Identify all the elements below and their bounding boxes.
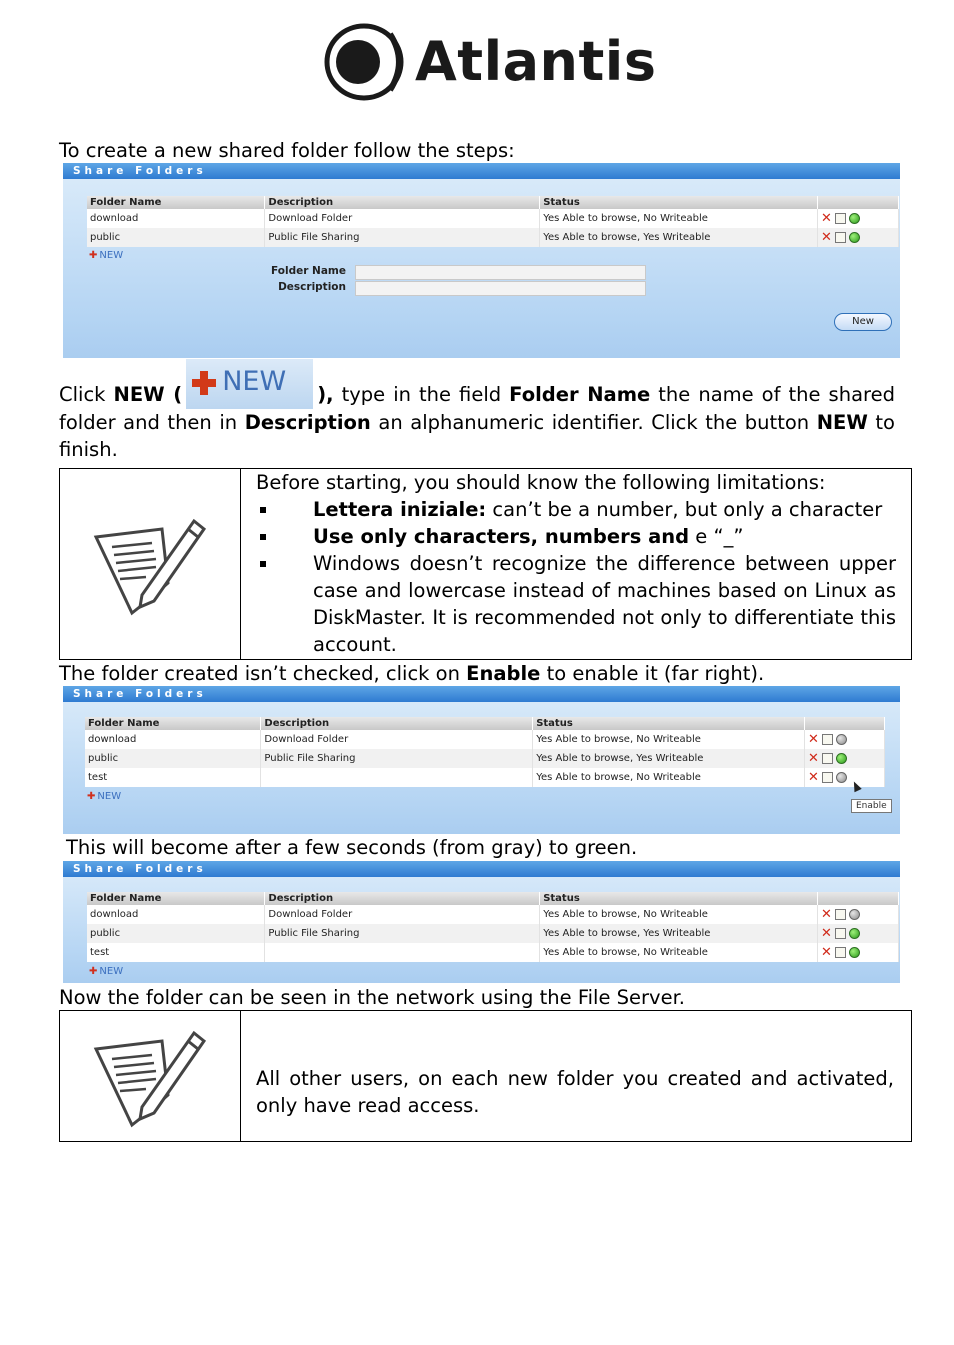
cell-status: Yes Able to browse, No Writeable	[533, 768, 805, 787]
panel-title: Share Folders	[63, 163, 900, 179]
edit-icon[interactable]	[822, 772, 833, 783]
edit-icon[interactable]	[835, 947, 846, 958]
cell-description	[261, 768, 533, 787]
col-actions	[818, 196, 899, 209]
delete-icon[interactable]: ✕	[808, 731, 819, 747]
cell-name: download	[87, 905, 265, 924]
cell-status: Yes Able to browse, Yes Writeable	[533, 749, 805, 768]
row-actions	[818, 228, 899, 247]
cell-name: public	[87, 924, 265, 943]
step3-text: This will become after a few seconds (from gray) to green.	[66, 836, 638, 859]
enabled-status-icon[interactable]	[849, 947, 860, 958]
table-row	[85, 749, 885, 768]
cell-description: Public File Sharing	[265, 228, 540, 247]
enabled-status-icon[interactable]	[849, 213, 860, 224]
limitations-note	[59, 468, 912, 660]
plus-icon: ✚	[89, 250, 98, 261]
col-description: Description	[261, 717, 533, 730]
row-actions	[805, 730, 885, 749]
enable-toggle-icon[interactable]	[836, 734, 847, 745]
share-folders-panel-1	[63, 163, 900, 358]
note-pencil-icon	[90, 509, 210, 621]
cell-description	[265, 943, 540, 962]
table-row	[87, 228, 899, 247]
limitations-lead: Before starting, you should know the following limitations:	[256, 471, 826, 494]
new-folder-link[interactable]: ✚ NEW	[89, 250, 124, 261]
col-folder-name: Folder Name	[87, 196, 265, 209]
plus-icon	[192, 371, 216, 395]
cell-name: public	[87, 228, 265, 247]
read-access-text: All other users, on each new folder you created and activated, only have read access.	[256, 1067, 894, 1117]
table-row	[87, 209, 899, 228]
step1-text: Click NEW ( NEW ), type in the field Folder Name the name of the shared folder and then in Description an alphanumeric identifier. Click the button NEW to finish.	[59, 359, 895, 463]
col-actions	[818, 892, 899, 905]
edit-icon[interactable]	[835, 909, 846, 920]
col-description: Description	[265, 892, 540, 905]
new-folder-link[interactable]: ✚ NEW	[87, 791, 122, 802]
table-row	[87, 924, 899, 943]
delete-icon[interactable]: ✕	[821, 906, 832, 922]
limitation-item: Lettera iniziale: can’t be a number, but only a character	[256, 496, 896, 523]
edit-icon[interactable]	[835, 213, 846, 224]
folder-name-label: Folder Name	[271, 265, 346, 277]
enable-toggle-icon[interactable]	[849, 909, 860, 920]
enable-tooltip: Enable	[851, 799, 892, 813]
new-button[interactable]: New	[834, 313, 892, 331]
atlantis-logo-mark-icon	[322, 22, 412, 102]
col-actions	[805, 717, 885, 730]
step2-text: The folder created isn’t checked, click on Enable to enable it (far right).	[59, 662, 765, 685]
share-folders-panel-2	[63, 686, 900, 834]
limitations-list	[256, 496, 896, 658]
edit-icon[interactable]	[822, 753, 833, 764]
cell-status: Yes Able to browse, Yes Writeable	[540, 228, 818, 247]
row-actions	[818, 209, 899, 228]
cell-status: Yes Able to browse, No Writeable	[540, 905, 818, 924]
enable-toggle-icon[interactable]	[836, 772, 847, 783]
edit-icon[interactable]	[822, 734, 833, 745]
cell-description: Download Folder	[265, 905, 540, 924]
cell-status: Yes Able to browse, No Writeable	[540, 209, 818, 228]
cell-description: Download Folder	[265, 209, 540, 228]
delete-icon[interactable]: ✕	[821, 229, 832, 245]
col-description: Description	[265, 196, 540, 209]
delete-icon[interactable]: ✕	[821, 210, 832, 226]
atlantis-logo	[322, 22, 657, 102]
panel-title: Share Folders	[63, 861, 900, 877]
description-label: Description	[278, 281, 346, 293]
cell-name: download	[85, 730, 261, 749]
share-folders-table	[85, 717, 885, 787]
col-status: Status	[540, 196, 818, 209]
table-row	[87, 943, 899, 962]
edit-icon[interactable]	[835, 928, 846, 939]
table-row	[85, 768, 885, 787]
edit-icon[interactable]	[835, 232, 846, 243]
col-folder-name: Folder Name	[87, 892, 265, 905]
share-folders-table	[87, 892, 899, 962]
enabled-status-icon[interactable]	[849, 928, 860, 939]
note-pencil-icon	[90, 1021, 210, 1133]
cell-description: Public File Sharing	[261, 749, 533, 768]
row-actions	[805, 768, 885, 787]
delete-icon[interactable]: ✕	[808, 769, 819, 785]
cell-status: Yes Able to browse, Yes Writeable	[540, 924, 818, 943]
enabled-status-icon[interactable]	[836, 753, 847, 764]
cell-description: Public File Sharing	[265, 924, 540, 943]
share-folders-panel-3	[63, 861, 900, 983]
read-access-note	[59, 1010, 912, 1142]
cell-name: test	[87, 943, 265, 962]
table-row	[85, 730, 885, 749]
row-actions	[818, 943, 899, 962]
col-folder-name: Folder Name	[85, 717, 261, 730]
cell-name: public	[85, 749, 261, 768]
new-button-image: NEW	[186, 359, 313, 409]
delete-icon[interactable]: ✕	[808, 750, 819, 766]
cell-name: download	[87, 209, 265, 228]
col-status: Status	[540, 892, 818, 905]
folder-name-input[interactable]	[355, 265, 646, 280]
step4-text: Now the folder can be seen in the network using the File Server.	[59, 986, 685, 1009]
row-actions	[818, 924, 899, 943]
cell-name: test	[85, 768, 261, 787]
new-folder-link[interactable]: ✚ NEW	[89, 966, 124, 977]
delete-icon[interactable]: ✕	[821, 944, 832, 960]
cell-status: Yes Able to browse, No Writeable	[533, 730, 805, 749]
cell-status: Yes Able to browse, No Writeable	[540, 943, 818, 962]
intro-text: To create a new shared folder follow the steps:	[59, 139, 515, 162]
limitation-item: Windows doesn’t recognize the difference between upper case and lowercase instead of machines based on Linux as DiskMaster. It is recommended not only to differentiate this account.	[256, 550, 896, 658]
table-row	[87, 905, 899, 924]
logo-text: Atlantis	[415, 30, 657, 93]
col-status: Status	[533, 717, 805, 730]
panel-title: Share Folders	[63, 686, 900, 702]
description-input[interactable]	[355, 281, 646, 296]
limitation-item: Use only characters, numbers and e “_”	[256, 523, 896, 550]
share-folders-table	[87, 196, 899, 247]
delete-icon[interactable]: ✕	[821, 925, 832, 941]
enabled-status-icon[interactable]	[849, 232, 860, 243]
plus-icon: ✚	[89, 966, 98, 977]
row-actions	[805, 749, 885, 768]
cell-description: Download Folder	[261, 730, 533, 749]
row-actions	[818, 905, 899, 924]
plus-icon: ✚	[87, 791, 96, 802]
